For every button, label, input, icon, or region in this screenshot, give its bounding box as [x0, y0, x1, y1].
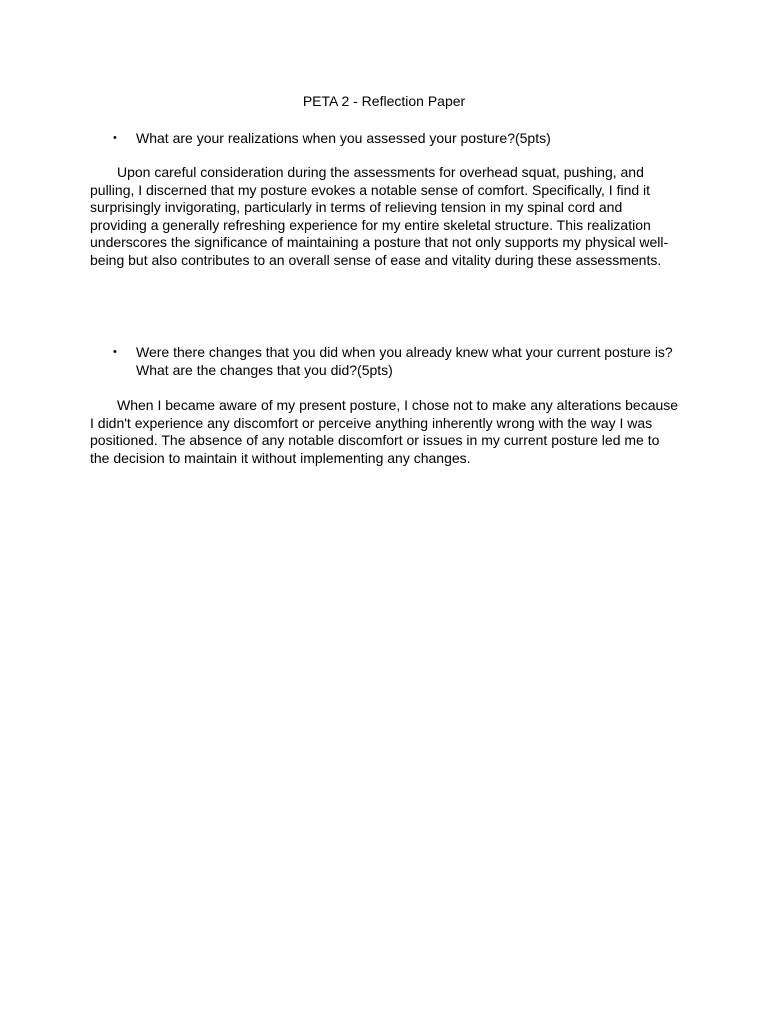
question-2-text: Were there changes that you did when you already knew what your current posture is? What are the changes that you did?(5pts)	[136, 344, 673, 378]
question-1-text: What are your realizations when you assessed your posture?(5pts)	[136, 130, 551, 146]
page-title: PETA 2 - Reflection Paper	[302, 93, 466, 109]
answer-2-paragraph: When I became aware of my present posture, I chose not to make any alterations because I didn't experience any discomfort or perceive anything inherently wrong with the way I was positioned. The absence of any notable discomfort or issues in my current posture led me to the decision to maintain it without implementing any changes.	[90, 397, 679, 466]
bullet-icon: •	[113, 346, 117, 358]
question-2	[113, 343, 673, 379]
bullet-icon: •	[113, 132, 117, 144]
question-1	[113, 129, 673, 147]
answer-1-paragraph: Upon careful consideration during the assessments for overhead squat, pushing, and pulling, I discerned that my posture evokes a notable sense of comfort. Specifically, I find it surprisingly invigorating, particularly in terms of relieving tension in my spinal cord and providing a generally refreshing experience for my entire skeletal structure. This realization underscores the significance of maintaining a posture that not only supports my physical well-being but also contributes to an overall sense of ease and vitality during these assessments.	[90, 164, 669, 268]
